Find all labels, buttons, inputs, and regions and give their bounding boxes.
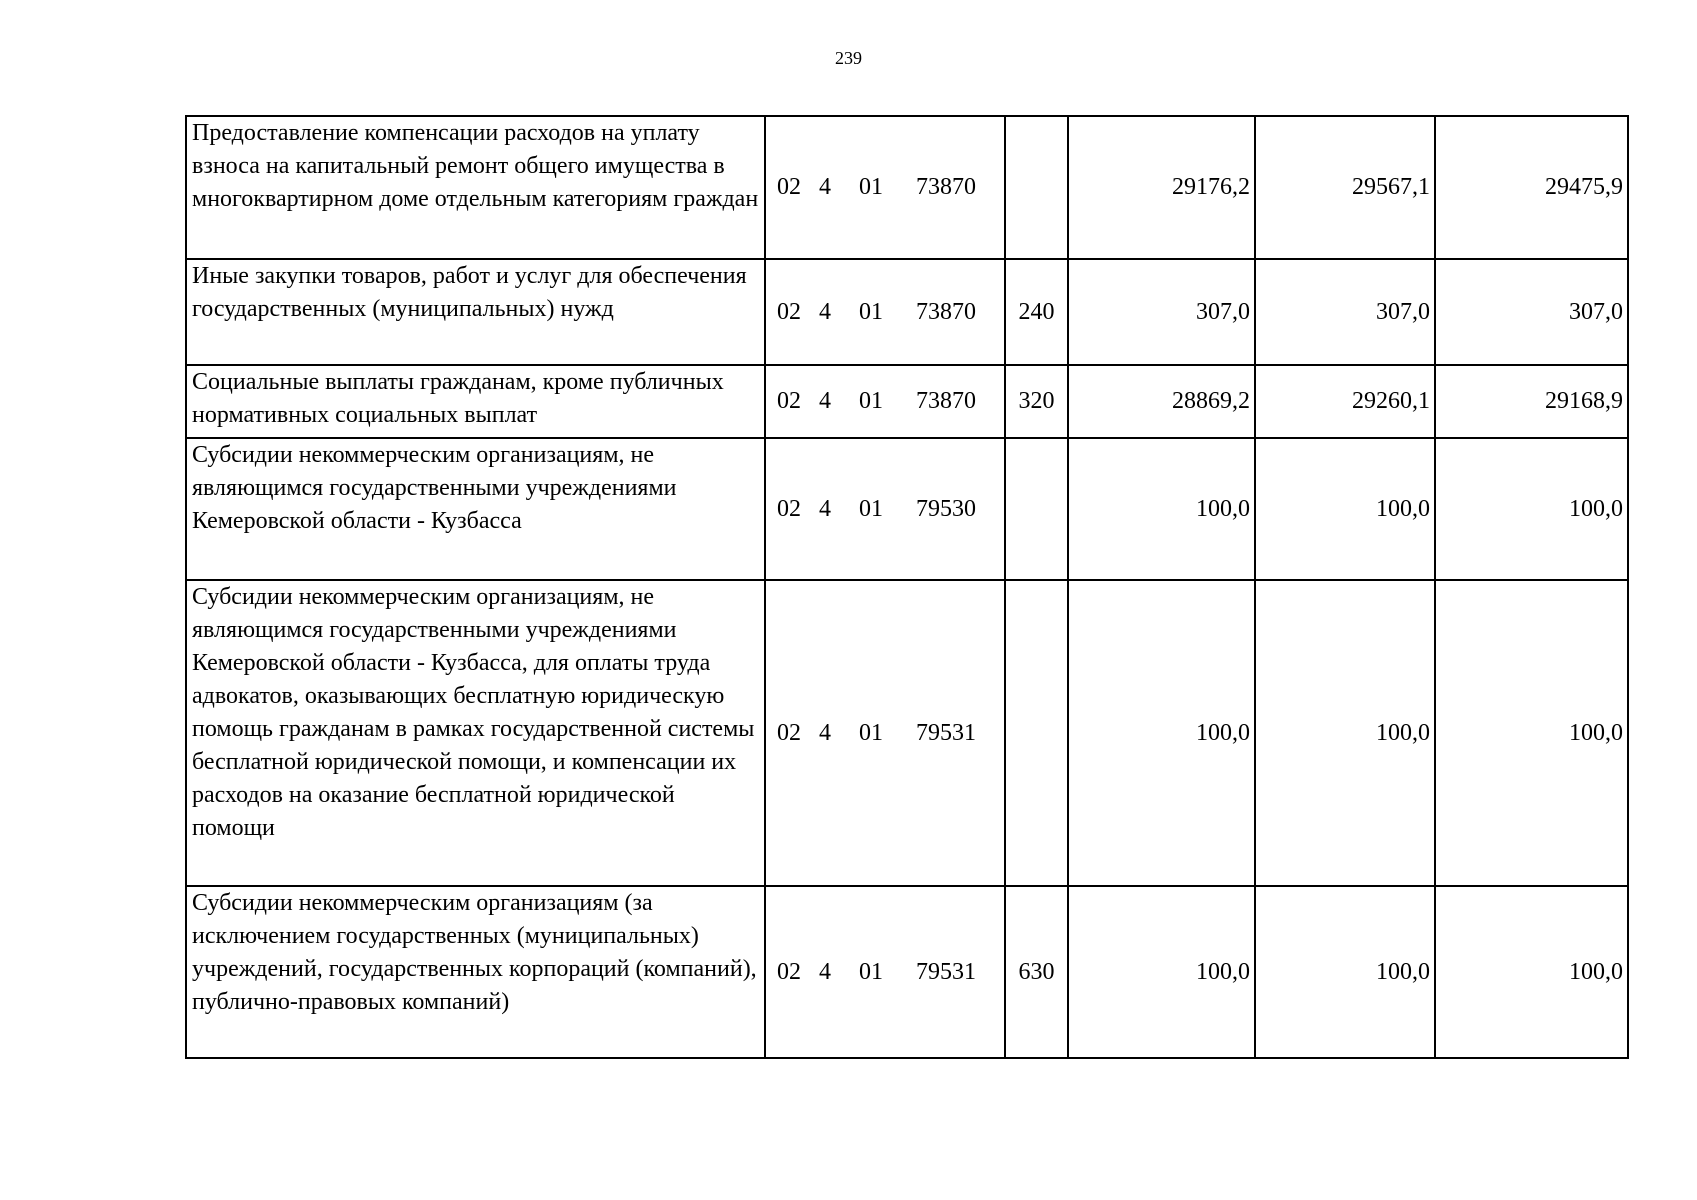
code-part: 02 [777, 495, 801, 522]
amount-year-2: 100,0 [1255, 886, 1435, 1058]
expense-type [1005, 116, 1068, 259]
amount-year-2: 307,0 [1255, 259, 1435, 365]
amount-year-1: 100,0 [1068, 580, 1255, 886]
amount-year-3: 100,0 [1435, 580, 1628, 886]
row-name: Субсидии некоммерческим организациям, не являющимся государственными учреждениями Кемеровской области - Кузбасса, для оплаты труда адвокатов, оказывающих бесплатную юридическую помощь гражданам в рамках государственной системы бесплатной юридической помощи, и компенсации их расходов на оказание бесплатной юридической помощи [186, 580, 765, 886]
target-code [765, 886, 1005, 1058]
amount-year-3: 100,0 [1435, 886, 1628, 1058]
table-row [186, 365, 1628, 438]
code-part: 79531 [916, 958, 976, 985]
code-part: 02 [777, 958, 801, 985]
code-part: 01 [859, 719, 883, 746]
amount-year-2: 100,0 [1255, 438, 1435, 580]
page-number: 239 [835, 48, 862, 68]
table-row [186, 259, 1628, 365]
code-part: 01 [859, 298, 883, 325]
row-name: Субсидии некоммерческим организациям, не являющимся государственными учреждениями Кемеровской области - Кузбасса [186, 438, 765, 580]
code-part: 4 [819, 958, 831, 985]
table-row [186, 438, 1628, 580]
amount-year-2: 29260,1 [1255, 365, 1435, 438]
target-code [765, 438, 1005, 580]
row-name: Социальные выплаты гражданам, кроме публичных нормативных социальных выплат [186, 365, 765, 438]
expense-type: 240 [1005, 259, 1068, 365]
amount-year-1: 100,0 [1068, 886, 1255, 1058]
row-name: Субсидии некоммерческим организациям (за исключением государственных (муниципальных) учреждений, государственных корпораций (компаний), публично-правовых компаний) [186, 886, 765, 1058]
budget-table [185, 115, 1629, 1059]
code-part: 01 [859, 388, 883, 414]
target-code [765, 259, 1005, 365]
code-part: 02 [777, 298, 801, 325]
code-part: 4 [819, 174, 831, 200]
table-row [186, 886, 1628, 1058]
amount-year-2: 29567,1 [1255, 116, 1435, 259]
code-part: 01 [859, 958, 883, 985]
code-part: 4 [819, 495, 831, 522]
row-name: Иные закупки товаров, работ и услуг для обеспечения государственных (муниципальных) нужд [186, 259, 765, 365]
code-part: 02 [777, 388, 801, 414]
code-part: 01 [859, 174, 883, 200]
expense-type: 630 [1005, 886, 1068, 1058]
amount-year-1: 29176,2 [1068, 116, 1255, 259]
code-part: 73870 [916, 388, 976, 414]
amount-year-1: 100,0 [1068, 438, 1255, 580]
row-name: Предоставление компенсации расходов на уплату взноса на капитальный ремонт общего имущества в многоквартирном доме отдельным категориям граждан [186, 116, 765, 259]
amount-year-3: 29168,9 [1435, 365, 1628, 438]
table-row [186, 116, 1628, 259]
code-part: 4 [819, 719, 831, 746]
code-part: 79530 [916, 495, 976, 522]
code-part: 02 [777, 719, 801, 746]
target-code [765, 365, 1005, 438]
code-part: 4 [819, 298, 831, 325]
code-part: 01 [859, 495, 883, 522]
amount-year-3: 100,0 [1435, 438, 1628, 580]
target-code [765, 116, 1005, 259]
amount-year-3: 307,0 [1435, 259, 1628, 365]
amount-year-1: 307,0 [1068, 259, 1255, 365]
code-part: 73870 [916, 174, 976, 200]
code-part: 79531 [916, 719, 976, 746]
expense-type: 320 [1005, 365, 1068, 438]
code-part: 4 [819, 388, 831, 414]
expense-type [1005, 438, 1068, 580]
code-part: 73870 [916, 298, 976, 325]
table-row [186, 580, 1628, 886]
expense-type [1005, 580, 1068, 886]
amount-year-2: 100,0 [1255, 580, 1435, 886]
target-code [765, 580, 1005, 886]
amount-year-1: 28869,2 [1068, 365, 1255, 438]
code-part: 02 [777, 174, 801, 200]
amount-year-3: 29475,9 [1435, 116, 1628, 259]
